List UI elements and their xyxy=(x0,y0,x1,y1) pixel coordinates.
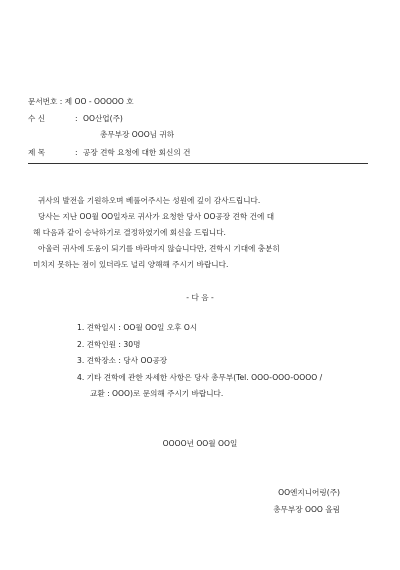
subject-label: 제 목 xyxy=(28,148,46,157)
paragraph-3-line-2: 미치지 못하는 점이 있더라도 널리 양해해 주시기 바랍니다. xyxy=(33,260,229,269)
paragraph-2-line-1: 당사는 지난 OO월 OO일자로 귀사가 요청한 당사 OO공장 견학 건에 대 xyxy=(38,212,275,221)
list-item: 3. 견학장소 : 당사 OO공장 xyxy=(77,356,168,365)
list-item-continuation: 교환 : OOO)로 문의해 주시기 바랍니다. xyxy=(90,389,224,398)
list-item: 2. 견학인원 : 30명 xyxy=(77,340,141,349)
list-item: 1. 견학일시 : OO월 OO일 오후 O시 xyxy=(77,323,198,332)
recipient-company: OO산업(주) xyxy=(83,114,123,123)
recipient-person: 총무부장 OOO님 귀하 xyxy=(100,130,175,139)
list-item: 4. 기타 견학에 관한 자세한 사항은 당사 총무부(Tel. OOO-OOO-OOOO / xyxy=(77,373,323,382)
subject-colon: : xyxy=(75,148,78,157)
subject-value: 공장 견학 요청에 대한 회신의 건 xyxy=(83,148,191,157)
notice-heading: - 다 음 - xyxy=(186,293,214,302)
paragraph-1: 귀사의 발전을 기원하오며 베풀어주시는 성원에 깊이 감사드립니다. xyxy=(38,196,261,205)
letter-date: OOOO년 OO월 OO일 xyxy=(162,439,238,448)
signature-signer: 총무부장 OOO 올림 xyxy=(273,505,340,514)
header-divider xyxy=(28,163,368,164)
signature-company: OO엔지니어링(주) xyxy=(278,488,340,497)
recipient-colon: : xyxy=(75,114,78,123)
paragraph-2-line-2: 해 다음과 같이 승낙하기로 결정하였기에 회신을 드립니다. xyxy=(33,228,226,237)
recipient-label: 수 신 xyxy=(28,114,46,123)
doc-number-value: 제 OO - OOOOO 호 xyxy=(64,97,134,106)
doc-number-label: 문서번호 : 제 OO - OOOOO 호 xyxy=(28,97,134,106)
paragraph-3-line-1: 아울러 귀사에 도움이 되기를 바라마지 않습니다만, 견학시 기대에 충분히 xyxy=(38,244,280,253)
